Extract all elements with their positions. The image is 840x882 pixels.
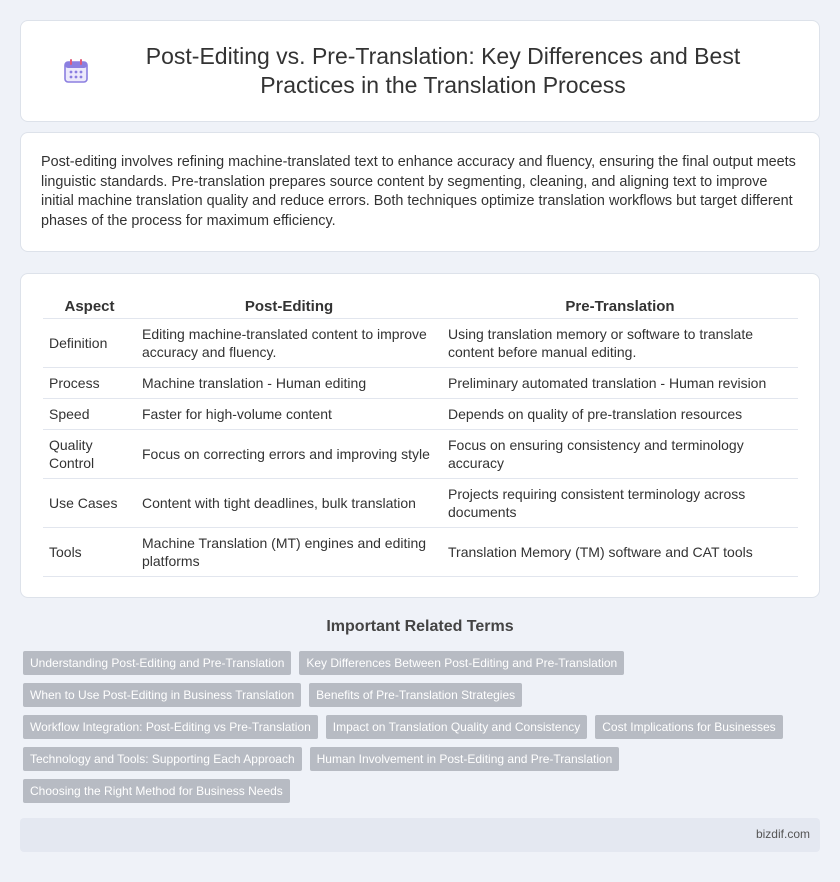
table-cell: Preliminary automated translation - Human revision: [442, 367, 798, 398]
table-cell: Translation Memory (TM) software and CAT tools: [442, 527, 798, 576]
table-cell: Tools: [43, 527, 136, 576]
related-term-tag[interactable]: Human Involvement in Post-Editing and Pre-Translation: [310, 747, 620, 771]
table-row: [43, 478, 798, 527]
related-term-tag[interactable]: Cost Implications for Businesses: [595, 715, 782, 739]
table-cell: Faster for high-volume content: [136, 398, 442, 429]
table-cell: Focus on ensuring consistency and terminology accuracy: [442, 429, 798, 478]
table-row: [43, 429, 798, 478]
table-cell: Speed: [43, 398, 136, 429]
table-row: [43, 398, 798, 429]
intro-card: [20, 132, 820, 252]
calendar-icon: [61, 56, 91, 86]
table-row: [43, 527, 798, 576]
related-term-tag[interactable]: Benefits of Pre-Translation Strategies: [309, 683, 522, 707]
related-term-tag[interactable]: Key Differences Between Post-Editing and Pre-Translation: [299, 651, 624, 675]
related-term-tag[interactable]: Choosing the Right Method for Business Needs: [23, 779, 290, 803]
footer: [20, 818, 820, 852]
header-card: [20, 20, 820, 122]
table-row: [43, 367, 798, 398]
table-cell: Use Cases: [43, 478, 136, 527]
intro-paragraph: Post-editing involves refining machine-translated text to enhance accuracy and fluency, ensuring the final output meets linguistic standards. Pre-translation prepares source content by segmenting, cleaning, and aligning text to improve initial machine translation quality and reduce errors. Both techniques optimize translation workflows but target different phases of the process for maximum efficiency.: [41, 154, 796, 229]
table-header-row: [43, 294, 798, 318]
table-cell: Definition: [43, 318, 136, 367]
related-terms-tags: [23, 651, 813, 811]
table-cell: Focus on correcting errors and improving style: [136, 429, 442, 478]
table-cell: Editing machine-translated content to improve accuracy and fluency.: [136, 318, 442, 367]
column-header-aspect: Aspect: [43, 294, 136, 318]
related-term-tag[interactable]: Impact on Translation Quality and Consistency: [326, 715, 587, 739]
comparison-card: [20, 273, 820, 598]
table-cell: Content with tight deadlines, bulk translation: [136, 478, 442, 527]
table-cell: Using translation memory or software to translate content before manual editing.: [442, 318, 798, 367]
page-title: Post-Editing vs. Pre-Translation: Key Differences and Best Practices in the Translation Process: [145, 43, 741, 98]
table-cell: Machine translation - Human editing: [136, 367, 442, 398]
table-cell: Projects requiring consistent terminology across documents: [442, 478, 798, 527]
table-cell: Process: [43, 367, 136, 398]
column-header-post-editing: Post-Editing: [136, 294, 442, 318]
related-term-tag[interactable]: When to Use Post-Editing in Business Translation: [23, 683, 301, 707]
comparison-table: [43, 294, 798, 577]
footer-site-link[interactable]: bizdif.com: [755, 827, 810, 841]
header: [21, 42, 819, 100]
table-row: [43, 318, 798, 367]
related-term-tag[interactable]: Workflow Integration: Post-Editing vs Pre-Translation: [23, 715, 318, 739]
related-term-tag[interactable]: Technology and Tools: Supporting Each Approach: [23, 747, 302, 771]
related-term-tag[interactable]: Understanding Post-Editing and Pre-Translation: [23, 651, 291, 675]
table-cell: Machine Translation (MT) engines and editing platforms: [136, 527, 442, 576]
related-terms-heading: Important Related Terms: [326, 618, 514, 635]
table-cell: Quality Control: [43, 429, 136, 478]
table-cell: Depends on quality of pre-translation resources: [442, 398, 798, 429]
column-header-pre-translation: Pre-Translation: [442, 294, 798, 318]
